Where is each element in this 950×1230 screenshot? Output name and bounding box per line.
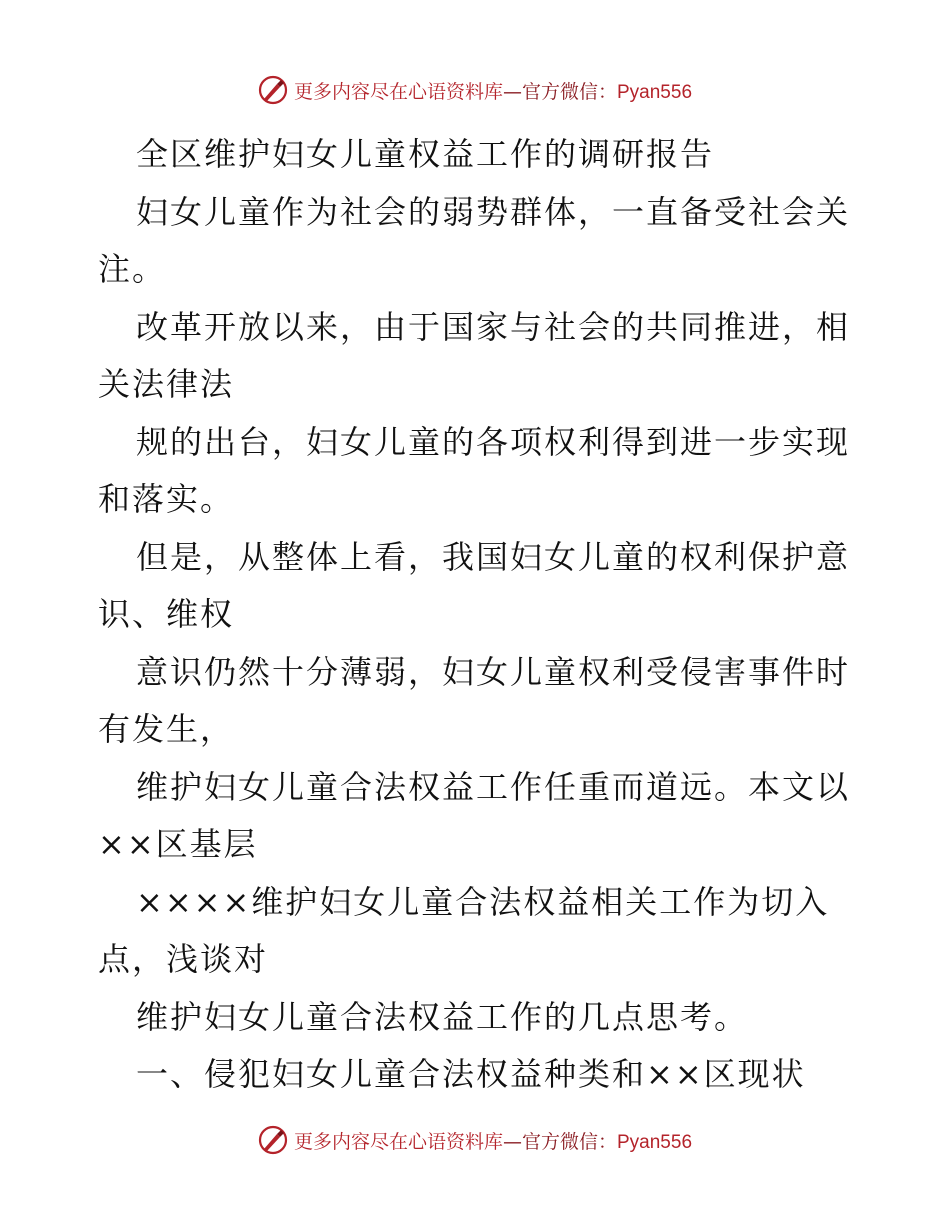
doc-line: 注。: [98, 250, 167, 288]
watermark-wechat-id: Pyan556: [617, 81, 693, 103]
doc-line: 改革开放以来，由于国家与社会的共同推进，相: [136, 307, 851, 346]
watermark-text: [294, 77, 692, 104]
doc-line: 一、侵犯妇女儿童合法权益种类和××区现状: [136, 1055, 806, 1093]
watermark-wechat-label: 官方微信：: [521, 1130, 617, 1153]
footer-watermark: [0, 1122, 950, 1158]
doc-line: 意识仍然十分薄弱，妇女儿童权利受侵害事件时: [136, 652, 851, 691]
watermark-wechat-id: Pyan556: [617, 1131, 693, 1153]
doc-line: ××××维护妇女儿童合法权益相关工作为切入: [136, 882, 830, 921]
doc-line: 但是，从整体上看，我国妇女儿童的权利保护意: [136, 537, 851, 576]
doc-line: 和落实。: [98, 480, 235, 518]
pen-logo-icon: [258, 1125, 288, 1155]
doc-line: 关法律法: [98, 365, 235, 403]
watermark-text: [294, 1127, 692, 1154]
doc-line: 有发生，: [98, 710, 235, 748]
doc-line: 识、维权: [98, 595, 235, 633]
doc-line: 全区维护妇女儿童权益工作的调研报告: [136, 135, 715, 173]
doc-line: 维护妇女儿童合法权益工作任重而道远。本文以: [136, 767, 851, 806]
doc-line: 点，浅谈对: [98, 940, 269, 978]
doc-line: 维护妇女儿童合法权益工作的几点思考。: [136, 997, 749, 1036]
doc-line: ××区基层: [98, 825, 258, 863]
watermark-wechat-label: 官方微信：: [521, 80, 617, 103]
pen-logo-icon: [258, 75, 288, 105]
doc-line: 规的出台，妇女儿童的各项权利得到进一步实现: [136, 422, 851, 461]
header-watermark: [0, 72, 950, 108]
watermark-brand: 更多内容尽在心语资料库: [293, 80, 503, 103]
watermark-brand: 更多内容尽在心语资料库: [293, 1130, 503, 1153]
watermark-separator: —: [502, 80, 522, 103]
watermark-separator: —: [502, 1130, 522, 1153]
document-body: [98, 126, 854, 1104]
doc-line: 妇女儿童作为社会的弱势群体，一直备受社会关: [136, 192, 851, 231]
